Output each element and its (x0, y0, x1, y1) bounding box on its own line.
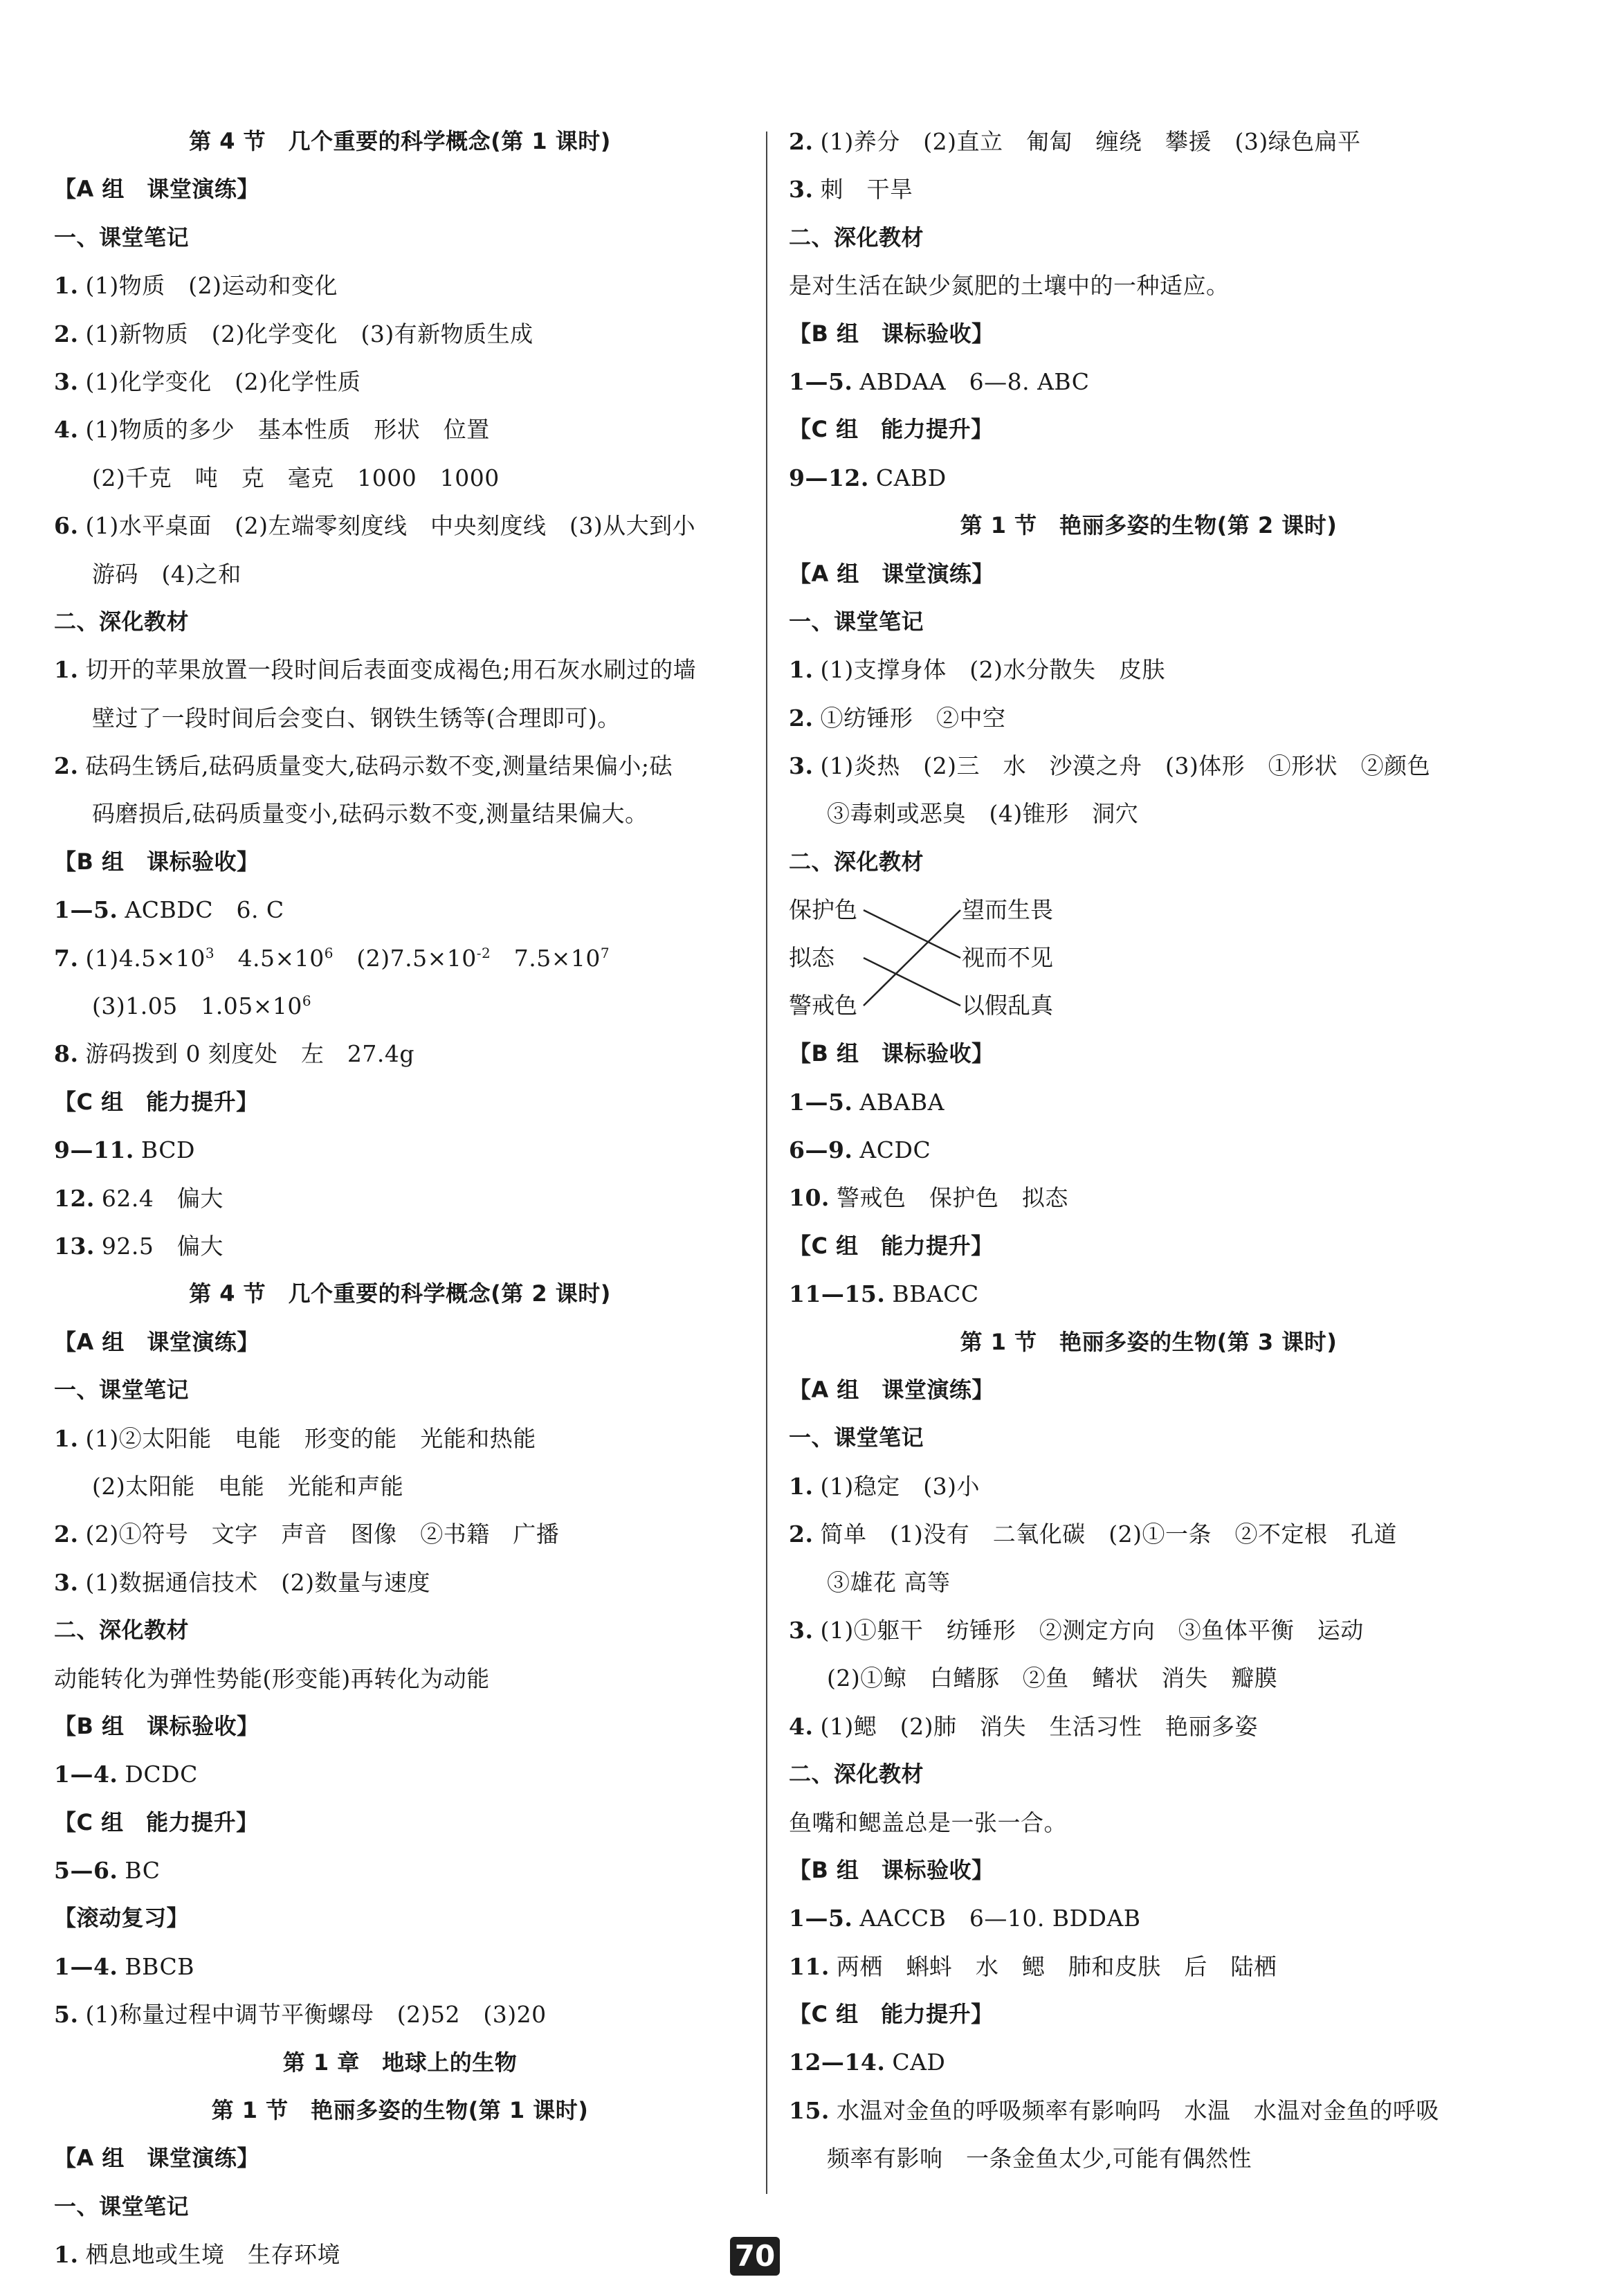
group-heading: 【滚动复习】 (54, 1905, 190, 1932)
answer-item (54, 310, 746, 358)
question-number: 1—5. (789, 1088, 853, 1116)
group-heading: 一、课堂笔记 (789, 1424, 924, 1451)
question-number: 4. (789, 1712, 814, 1740)
matching-diagram (789, 886, 1508, 1030)
answer-continuation: ③雄花 高等 (827, 1568, 951, 1596)
answer-value: 7.5×10 (491, 944, 601, 972)
question-number: 1. (789, 1472, 814, 1500)
answer-continuation: ③毒刺或恶臭 (4)锥形 洞穴 (827, 800, 1139, 828)
question-number: 3. (789, 176, 814, 203)
answer-text: (1)②太阳能 电能 形变的能 光能和热能 (85, 1424, 536, 1452)
answer-continuation: (2)千克 吨 克 毫克 1000 1000 (92, 464, 500, 491)
matching-lines (789, 886, 969, 1030)
answer-text: 切开的苹果放置一段时间后表面变成褐色;用石灰水刷过的墙 (85, 656, 697, 684)
matching-left-item: 保护色 (789, 896, 857, 924)
column-divider (766, 131, 767, 2194)
question-number: 2. (789, 128, 814, 155)
matching-right-item: 视而不见 (962, 944, 1053, 972)
question-number: 2. (54, 1521, 79, 1548)
answer-text: (1)物质 (2)运动和变化 (85, 272, 338, 300)
answer-item (54, 982, 746, 1030)
answer-text: 动能转化为弹性势能(形变能)再转化为动能 (54, 1664, 490, 1692)
question-number: 11—15. (789, 1280, 886, 1308)
group-heading: 二、深化教材 (789, 1761, 924, 1788)
question-number: 2. (789, 1521, 814, 1548)
group-heading: 【A 组 课堂演练】 (54, 2145, 259, 2172)
answer-text: (1)①躯干 纺锤形 ②测定方向 ③鱼体平衡 运动 (820, 1616, 1364, 1644)
answer-text: BBCB (125, 1952, 195, 1980)
exponent: 7 (600, 944, 610, 961)
answer-item (789, 742, 1508, 790)
answer-item (789, 1462, 1508, 1510)
answer-text: BCD (140, 1136, 195, 1164)
answer-text: (1)物质的多少 基本性质 形状 位置 (85, 416, 490, 444)
answer-item (789, 165, 1508, 213)
answer-item (789, 1703, 1508, 1750)
group-heading: 一、课堂笔记 (54, 224, 190, 251)
question-number: 1—4. (54, 1952, 118, 1980)
answer-item (789, 1078, 1508, 1126)
answer-value: 4.5×10 (215, 944, 325, 972)
question-number: 3. (789, 752, 814, 780)
group-heading: 二、深化教材 (789, 848, 924, 875)
question-number: 4. (54, 416, 79, 444)
question-number: 10. (789, 1184, 830, 1212)
answer-continuation: (2)①鲸 白鳍豚 ②鱼 鳍状 消失 瓣膜 (827, 1664, 1278, 1692)
answer-item (789, 646, 1508, 693)
question-number: 12—14. (789, 2049, 886, 2076)
group-heading: 二、深化教材 (789, 224, 924, 251)
group-heading: 【B 组 课标验收】 (789, 1856, 994, 1883)
exponent: 6 (302, 992, 312, 1010)
question-number: 7. (54, 944, 79, 972)
answer-item (54, 358, 746, 406)
answer-item (54, 1943, 746, 1990)
group-heading: 二、深化教材 (54, 1617, 190, 1644)
matching-right-item: 望而生畏 (962, 896, 1053, 924)
group-heading: 【B 组 课标验收】 (789, 320, 994, 347)
answer-text: ①纺锤形 ②中空 (820, 704, 1006, 732)
answer-item (54, 742, 746, 790)
answer-text: (1)化学变化 (2)化学性质 (85, 368, 361, 395)
answer-item (54, 1847, 746, 1894)
answer-text: 刺 干旱 (820, 176, 913, 203)
answer-item (54, 2231, 746, 2278)
section-title: 第 4 节 几个重要的科学概念(第 1 课时) (189, 128, 611, 154)
page-number: 70 (730, 2237, 780, 2276)
answer-text: (1)数据通信技术 (2)数量与速度 (85, 1568, 430, 1596)
question-number: 1—5. (789, 368, 853, 395)
question-number: 1—4. (54, 1761, 118, 1788)
question-number: 12. (54, 1184, 95, 1212)
answer-text: 警戒色 保护色 拟态 (836, 1184, 1068, 1212)
answer-text: DCDC (125, 1761, 198, 1788)
answer-text: BBACC (892, 1280, 979, 1308)
answer-text: 是对生活在缺少氮肥的土壤中的一种适应。 (789, 272, 1230, 300)
answer-text: 62.4 偏大 (101, 1184, 223, 1212)
answer-text: BC (125, 1857, 161, 1885)
answer-text: (1)称量过程中调节平衡螺母 (2)52 (3)20 (85, 2001, 547, 2029)
answer-item (789, 1606, 1508, 1654)
question-number: 2. (54, 320, 79, 347)
answer-text: (1)养分 (2)直立 匍匐 缠绕 攀援 (3)绿色扁平 (820, 128, 1361, 155)
answer-text: ABABA (859, 1088, 945, 1116)
question-number: 9—12. (789, 464, 869, 491)
question-number: 1. (54, 2241, 79, 2269)
answer-item (54, 646, 746, 693)
answer-text: 92.5 偏大 (101, 1232, 223, 1260)
exponent: 6 (324, 944, 334, 961)
group-heading: 一、课堂笔记 (54, 2193, 190, 2220)
question-number: 11. (789, 1952, 830, 1980)
answer-item (54, 1750, 746, 1798)
answer-item (789, 2087, 1508, 2134)
question-number: 1—5. (789, 1905, 853, 1932)
question-number: 3. (789, 1616, 814, 1644)
matching-line (864, 958, 960, 1006)
group-heading: 【C 组 能力提升】 (54, 1088, 259, 1115)
group-heading: 【B 组 课标验收】 (789, 1040, 994, 1067)
answer-continuation: 码磨损后,砝码质量变小,砝码示数不变,测量结果偏大。 (92, 800, 648, 828)
answer-item (789, 358, 1508, 406)
exponent: -2 (476, 944, 491, 961)
right-column (789, 118, 1508, 2183)
answer-item (54, 1222, 746, 1270)
question-number: 8. (54, 1040, 79, 1068)
group-heading: 【C 组 能力提升】 (789, 2001, 994, 2028)
answer-text: (1)支撑身体 (2)水分散失 皮肤 (820, 656, 1165, 684)
answer-value: (1)4.5×10 (85, 944, 206, 972)
answer-item (54, 406, 746, 453)
question-number: 3. (54, 368, 79, 395)
answer-text: ACDC (859, 1136, 931, 1164)
answer-item (789, 694, 1508, 742)
answer-text: 鱼嘴和鳃盖总是一张一合。 (789, 1808, 1067, 1836)
group-heading: 【A 组 课堂演练】 (789, 560, 994, 587)
answer-text: 两栖 蝌蚪 水 鳃 肺和皮肤 后 陆栖 (836, 1952, 1277, 1980)
group-heading: 【A 组 课堂演练】 (789, 1376, 994, 1403)
question-number: 9—11. (54, 1136, 134, 1164)
question-number: 3. (54, 1568, 79, 1596)
answer-continuation: 游码 (4)之和 (92, 560, 241, 588)
answer-value: (2)7.5×10 (333, 944, 477, 972)
group-heading: 【B 组 课标验收】 (54, 848, 259, 875)
group-heading: 【B 组 课标验收】 (54, 1712, 259, 1739)
group-heading: 【A 组 课堂演练】 (54, 1328, 259, 1355)
matching-line (864, 910, 960, 958)
matching-left-item: 拟态 (789, 944, 834, 972)
answer-text: (2)①符号 文字 声音 图像 ②书籍 广播 (85, 1521, 560, 1548)
answer-item (789, 1943, 1508, 1990)
group-heading: 一、课堂笔记 (789, 608, 924, 635)
answer-text: 栖息地或生境 生存环境 (85, 2241, 340, 2269)
question-number: 6. (54, 512, 79, 540)
question-number: 1. (54, 1424, 79, 1452)
answer-item (54, 934, 746, 982)
group-heading: 【A 组 课堂演练】 (54, 176, 259, 203)
answer-item (789, 1894, 1508, 1942)
answer-text: 简单 (1)没有 二氧化碳 (2)①一条 ②不定根 孔道 (820, 1521, 1397, 1548)
section-title: 第 4 节 几个重要的科学概念(第 2 课时) (189, 1280, 611, 1307)
answer-item (54, 1174, 746, 1222)
answer-item (789, 1270, 1508, 1318)
answer-item (54, 1559, 746, 1606)
group-heading: 【C 组 能力提升】 (54, 1808, 259, 1835)
answer-item (54, 262, 746, 309)
exponent: 3 (205, 944, 215, 961)
question-number: 1. (54, 656, 79, 684)
answer-text: 游码拨到 0 刻度处 左 27.4g (85, 1040, 415, 1068)
answer-continuation: (2)太阳能 电能 光能和声能 (92, 1472, 404, 1500)
answer-item (789, 1510, 1508, 1558)
question-number: 1. (54, 272, 79, 300)
question-number: 15. (789, 2096, 830, 2124)
answer-item (54, 1510, 746, 1558)
group-heading: 一、课堂笔记 (54, 1377, 190, 1404)
answer-continuation: 频率有影响 一条金鱼太少,可能有偶然性 (827, 2145, 1252, 2172)
answer-continuation: 壁过了一段时间后会变白、钢铁生锈等(合理即可)。 (92, 704, 621, 732)
matching-line (864, 910, 960, 1006)
answer-item (789, 118, 1508, 165)
question-number: 13. (54, 1232, 95, 1260)
answer-text: (1)炎热 (2)三 水 沙漠之舟 (3)体形 ①形状 ②颜色 (820, 752, 1431, 780)
answer-item (54, 1415, 746, 1462)
answer-text: CABD (875, 464, 947, 491)
answer-item (789, 2038, 1508, 2086)
question-number: 1. (789, 656, 814, 684)
answer-text: AACCB 6—10. BDDAB (859, 1905, 1141, 1932)
answer-text: (1)鳃 (2)肺 消失 生活习性 艳丽多姿 (820, 1712, 1258, 1740)
question-number: 1—5. (54, 896, 118, 924)
answer-item (54, 502, 746, 550)
section-title: 第 1 节 艳丽多姿的生物(第 2 课时) (960, 512, 1338, 539)
section-title: 第 1 节 艳丽多姿的生物(第 3 课时) (960, 1328, 1338, 1355)
answer-item (54, 886, 746, 934)
answer-item (54, 1126, 746, 1174)
question-number: 2. (789, 704, 814, 732)
answer-item (789, 1126, 1508, 1174)
answer-text: ABDAA 6—8. ABC (859, 368, 1090, 395)
matching-left-item: 警戒色 (789, 992, 857, 1019)
answer-text: 水温对金鱼的呼吸频率有影响吗 水温 水温对金鱼的呼吸 (836, 2096, 1439, 2124)
answer-text: (1)水平桌面 (2)左端零刻度线 中央刻度线 (3)从大到小 (85, 512, 696, 540)
answer-text: CAD (892, 2049, 946, 2076)
answer-text: (1)新物质 (2)化学变化 (3)有新物质生成 (85, 320, 533, 347)
answer-text: 砝码生锈后,砝码质量变大,砝码示数不变,测量结果偏小;砝 (85, 752, 673, 780)
group-heading: 【C 组 能力提升】 (789, 416, 994, 443)
question-number: 6—9. (789, 1136, 853, 1164)
answer-value: (3)1.05 1.05×10 (92, 992, 302, 1020)
question-number: 5. (54, 2001, 79, 2029)
answer-text: ACBDC 6. C (125, 896, 284, 924)
answer-item (789, 454, 1508, 502)
matching-right-item: 以假乱真 (962, 992, 1053, 1019)
section-title: 第 1 章 地球上的生物 (282, 2049, 518, 2076)
answer-item (54, 1990, 746, 2038)
group-heading: 二、深化教材 (54, 608, 190, 635)
answer-item (789, 1174, 1508, 1222)
section-title: 第 1 节 艳丽多姿的生物(第 1 课时) (211, 2097, 589, 2124)
question-number: 2. (54, 752, 79, 780)
group-heading: 【C 组 能力提升】 (789, 1232, 994, 1259)
left-column (54, 118, 746, 2279)
question-number: 5—6. (54, 1857, 118, 1885)
answer-item (54, 1030, 746, 1078)
answer-text: (1)稳定 (3)小 (820, 1472, 980, 1500)
